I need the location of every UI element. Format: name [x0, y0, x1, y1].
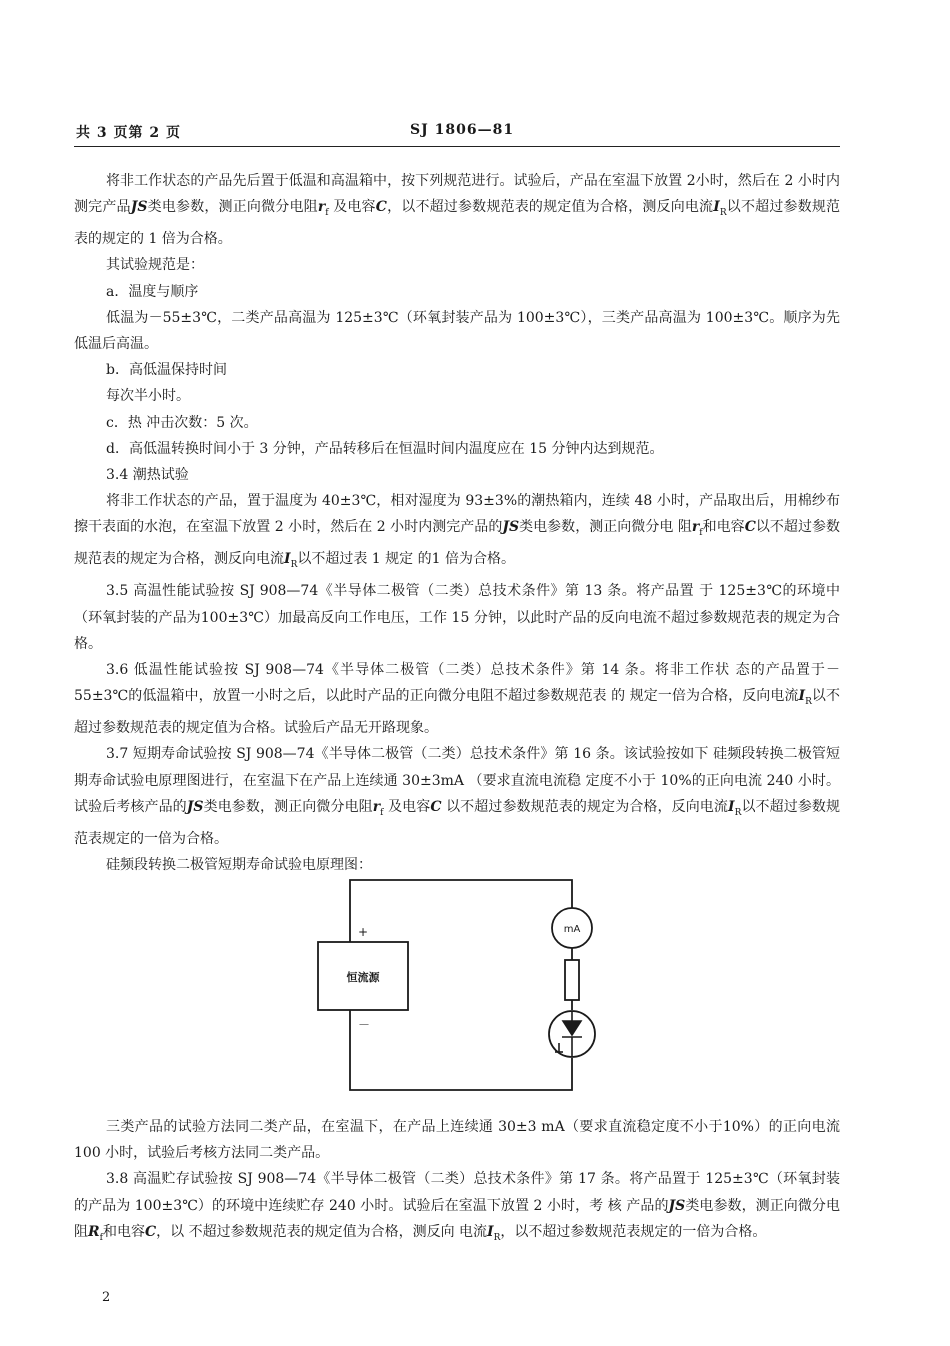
header-rule: [74, 146, 840, 147]
page-count-header: 共 3 页第 2 页: [76, 125, 181, 141]
lower-text-block: [74, 1114, 840, 1251]
section-3-3-intro: 将非工作状态的产品先后置于低温和高温箱中，按下列规范进行。试验后，产品在室温下放置 2小时，然后在 2 小时内测完产品JS类电参数，测正向微分电阻$r_f$ 及电容C，以不超过参数规范表的规定值为合格，测反向电流$I_R$以不超过参数规范表的规定的 1 倍为合格。: [74, 173, 841, 248]
section-3-4-title: 3.4 潮热试验: [106, 467, 189, 484]
section-3-8-text: 3.8 高温贮存试验按 SJ 908—74《半导体二极管（二类）总技术条件》第 17 条。将产品置于 125±3℃（环氧封装的产品为 100±3℃）的环境中连续贮存 240 小时。试验后在室温下放置 2 小时，考 核 产品的JS类电参数，测正向微分电阻$R_f$和电容C，以 不超过参数规范表的规定值为合格，测反向 电流$I_R$，以不超过参数规范表规定的一倍为合格。: [74, 1171, 840, 1243]
spec-c-text: c．热 冲击次数：5 次。: [106, 414, 258, 431]
circuit-top-wire: [350, 880, 572, 942]
figure-caption: 硅频段转换二极管短期寿命试验电原理图：: [106, 857, 372, 874]
meter-label: mA: [563, 924, 581, 935]
diode-triangle-icon: [563, 1021, 581, 1035]
page-number: 2: [102, 1290, 111, 1305]
spec-intro: 其试验规范是：: [106, 257, 204, 274]
life-test-circuit-diagram: [310, 872, 610, 1104]
circuit-bottom-wire: [350, 1010, 572, 1090]
section-3-7-text: 3.7 短期寿命试验按 SJ 908—74《半导体二极管（二类）总技术条件》第 16 条。该试验按如下 硅频段转换二极管短期寿命试验电原理图进行，在室温下在产品上连续通 30±3mA （要求直流电流稳 定度不小于 10%的正向电流 240 小时。试验后考核产品的JS类电参数，测正向微分电阻$r_f$ 及电容C 以不超过参数规范表的规定为合格，反向电流$I_R$以不超过参数规范表规定的一倍为合格。: [74, 746, 841, 847]
class3-text: 三类产品的试验方法同二类产品，在室温下，在产品上连续通 30±3 mA（要求直流稳定度不小于10%）的正向电流 100 小时，试验后考核方法同二类产品。: [74, 1119, 840, 1162]
section-3-3-block: [74, 168, 840, 878]
section-3-5-text: 3.5 高温性能试验按 SJ 908—74《半导体二极管（二类）总技术条件》第 13 条。将产品置 于 125±3℃的环境中（环氧封装的产品为100±3℃）加最高反向工作电压，工作 15 分钟，以此时产品的反向电流不超过参数规范表的规定为合格。: [74, 583, 840, 652]
diode-symbol: [555, 1011, 582, 1057]
spec-d-text: d．高低温转换时间小于 3 分钟，产品转移后在恒温时间内温度应在 15 分钟内达到规范。: [106, 440, 664, 457]
spec-a-text: 低温为－55±3℃，二类产品高温为 125±3℃（环氧封装产品为 100±3℃），三类产品高温为 100±3℃。顺序为先低温后高温。: [74, 309, 840, 353]
resistor: [565, 960, 579, 1000]
section-3-4-text: 将非工作状态的产品，置于温度为 40±3℃，相对湿度为 93±3%的潮热箱内，连续 48 小时，产品取出后，用棉纱布擦干表面的水泡，在室温下放置 2 小时，然后在 2 小时内测完产品的JS类电参数，测正向微分电 阻$r_f$和电容C以不超过参数规范表的规定为合格，测反向电流$I_R$以不超过表 1 规定 的1 倍为合格。: [74, 493, 840, 571]
section-3-6-text: 3.6 低温性能试验按 SJ 908—74《半导体二极管（二类）总技术条件》第 14 条。将非工作状 态的产品置于－55±3℃的低温箱中，放置一小时之后，以此时产品的正向微分电阻不超过参数规范表 的 规定一倍为合格，反向电流$I_R$以不超过参数规范表的规定值为合格。试验后产品无开路现象。: [74, 662, 840, 737]
plus-terminal-label: +: [358, 925, 369, 939]
spec-b-text: 每次半小时。: [106, 388, 190, 405]
minus-terminal-label: －: [358, 1018, 371, 1032]
spec-b-title: b．高低温保持时间: [106, 362, 227, 379]
spec-a-title: a．温度与顺序: [106, 283, 199, 300]
current-source-label: 恒流源: [346, 971, 380, 984]
standard-number-header: SJ 1806—81: [410, 122, 515, 138]
